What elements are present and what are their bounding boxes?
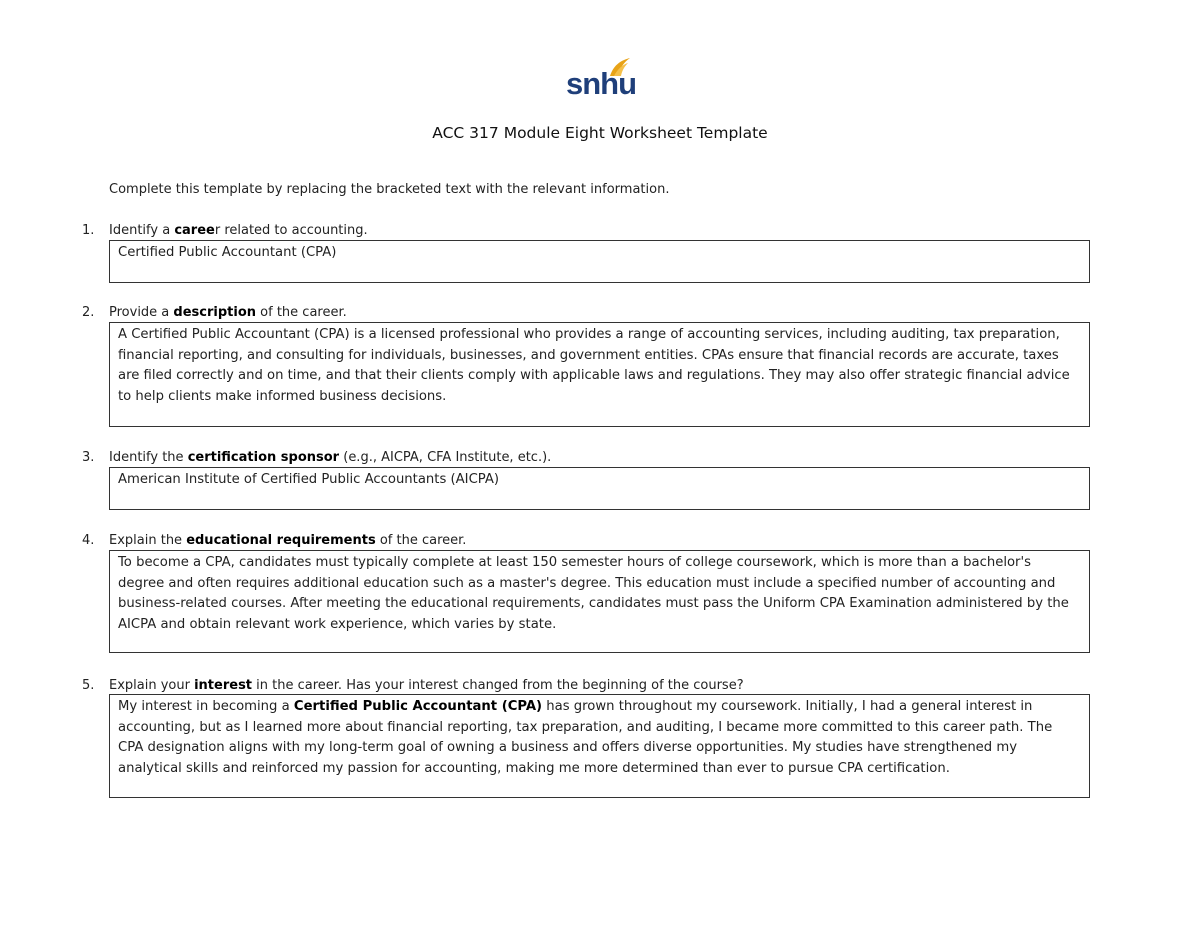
answer-box-sponsor[interactable]: American Institute of Certified Public Accountants (AICPA) <box>109 467 1090 510</box>
instructions: Complete this template by replacing the bracketed text with the relevant information. <box>109 182 670 197</box>
question-number: 5. <box>82 678 95 693</box>
page-title: ACC 317 Module Eight Worksheet Template <box>432 124 768 142</box>
question-text: Identify the certification sponsor (e.g., AICPA, CFA Institute, etc.). <box>109 450 552 465</box>
answer-box-description[interactable]: A Certified Public Accountant (CPA) is a licensed professional who provides a range of accounting services, including auditing, tax preparation, financial reporting, and consulting for individuals, businesses, and government entities. CPAs ensure that financial records are accurate, taxes are filed correctly and on time, and that their clients comply with applicable laws and regulations. They may also offer strategic financial advice to help clients make informed business decisions. <box>109 322 1090 427</box>
logo-text: snhu <box>566 66 637 101</box>
question-text: Explain your interest in the career. Has your interest changed from the beginning of the course? <box>109 678 744 693</box>
answer-box-interest[interactable]: My interest in becoming a Certified Public Accountant (CPA) has grown throughout my coursework. Initially, I had a general interest in accounting, but as I learned more about financial reporting, tax preparation, and auditing, I became more committed to this career path. The CPA designation aligns with my long-term goal of owning a business and offers diverse opportunities. My studies have strengthened my analytical skills and reinforced my passion for accounting, making me more determined than ever to pursue CPA certification. <box>109 694 1090 798</box>
question-text: Identify a career related to accounting. <box>109 223 368 238</box>
question-number: 4. <box>82 533 95 548</box>
question-text: Explain the educational requirements of the career. <box>109 533 467 548</box>
question-text: Provide a description of the career. <box>109 305 347 320</box>
question-number: 2. <box>82 305 95 320</box>
question-number: 1. <box>82 223 95 238</box>
question-number: 3. <box>82 450 95 465</box>
answer-box-education[interactable]: To become a CPA, candidates must typically complete at least 150 semester hours of college coursework, which is more than a bachelor's degree and often requires additional education such as a master's degree. This education must include a specified number of accounting and business-related courses. After meeting the educational requirements, candidates must pass the Uniform CPA Examination administered by the AICPA and obtain relevant work experience, which varies by state. <box>109 550 1090 653</box>
answer-box-career[interactable]: Certified Public Accountant (CPA) <box>109 240 1090 283</box>
snhu-logo <box>564 54 636 104</box>
